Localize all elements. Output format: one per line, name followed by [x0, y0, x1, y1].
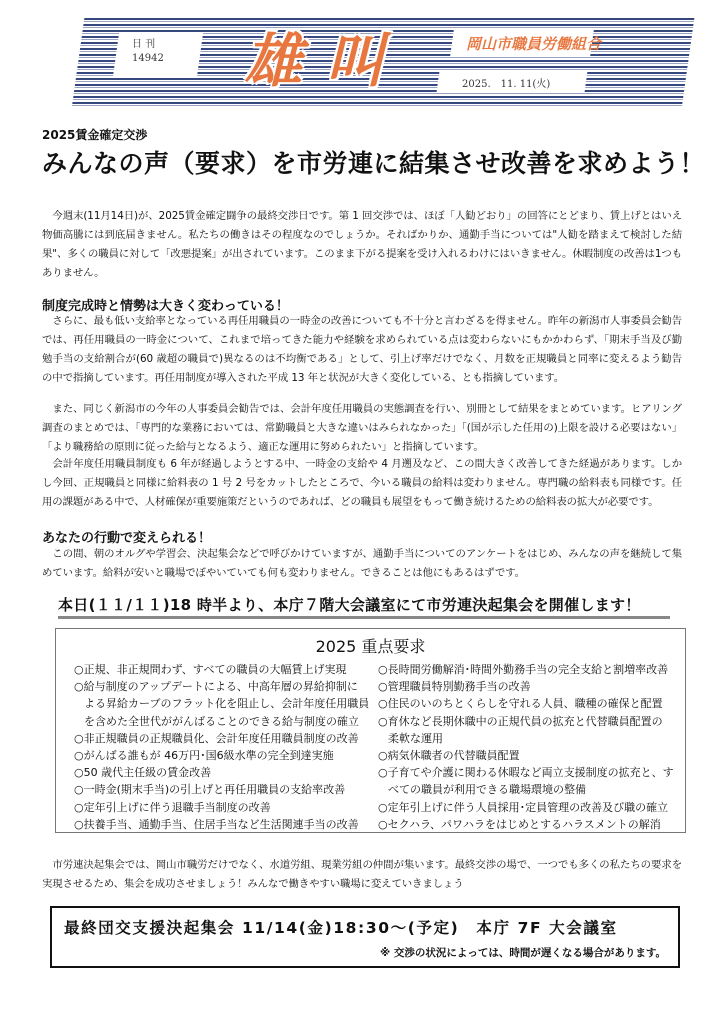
- paragraph-salary-table: 会計年度任用職員制度も 6 年が経過しようとする中、一時金の支給や 4 月遡及など、この間大きく改善してきた経過があります。しかし今回、正規職員と同様に給料表の 1 号 2 号をカットしたところで、今いる職員の給料は変わりません。専門職の給料表も同様です。任用の課題がある中で、人材確保が重要施策だというのであれば、どの職員も展望をもって働き続けるための給料表の拡大が必要です。: [42, 458, 682, 508]
- paragraph-reappointed: さらに、最も低い支給率となっている再任用職員の一時金の改善についても不十分と言わざるを得ません。昨年の新潟市人事委員会勧告では、再任用職員の一時金について、これまで培ってきた能力や経験を求められている点は変わらないにもかかわらず、「期末手当及び勤勉手当の支給割合が(60 歳超の職員で)異なるのは不均衡である」として、引上げ率だけでなく、月数を正規職員と同率に変えるよう勧告の中で指摘しています。再任用制度が導入された平成 13 年と状況が大きく変化している、とも指摘しています。: [42, 315, 682, 384]
- demands-box: [55, 628, 686, 833]
- demand-item: ○50 歳代主任級の賃金改善: [74, 766, 212, 780]
- demands-left-column: [74, 661, 370, 833]
- newsletter-title: 雄叫: [244, 27, 409, 95]
- organization-name: 岡山市職員労働組合: [466, 35, 602, 53]
- section-heading-action: あなたの行動で変えられる！: [42, 531, 212, 546]
- paragraph-action: この間、朝のオルグや学習会、決起集会などで呼びかけていますが、通勤手当についてのアンケートをはじめ、みんなの声を継続して集めています。給料が安いと職場でぼやいていても何も変わりません。できることは他にもあるはずです。: [42, 548, 682, 579]
- masthead: [54, 18, 694, 106]
- paragraph-fiscal-year-staff: また、同じく新潟市の今年の人事委員会勧告では、会計年度任用職員の実態調査を行い、別冊として結果をまとめています。ヒアリング調査のまとめでは、「専門的な業務においては、常勤職員と大きな違いはみられなかった」「(国が示した任用の)上限を設ける必要はない」「より職務給の原則に従った給与となるよう、適正な運用に努められたい」と指摘しています。: [42, 403, 682, 453]
- demand-item: ○一時金(期末手当)の引上げと再任用職員の支給率改善: [74, 783, 346, 797]
- demand-item: ○子育てや介護に関わる休暇など両立支援制度の拡充と、す: [378, 766, 674, 780]
- demand-item: ○定年引上げに伴う人員採用･定員管理の改善及び職の確立: [378, 800, 669, 814]
- demand-item-continued: べての職員が利用できる職場環境の整備: [388, 783, 586, 797]
- demand-item: ○扶養手当、通勤手当、住居手当など生活関連手当の改善: [74, 817, 359, 831]
- paragraph-closing: 市労連決起集会では、岡山市職労だけでなく、水道労組、現業労組の仲間が集います。最終交渉の場で、一つでも多くの私たちの要求を実現させるため、集会を成功させましょう！みんなで働きやすい職場に変えていきましょう: [42, 859, 682, 890]
- demand-item-continued: 柔軟な運用: [388, 731, 443, 745]
- rally-announcement: 本日(１１/１１)18 時半より、本庁７階大会議室にて市労連決起集会を開催します！: [58, 594, 670, 619]
- demand-item-continued: を含めた全世代ががんばることのできる給与制度の確立: [84, 714, 359, 728]
- final-rally-note: ※ 交渉の状況によっては、時間が遅くなる場合があります。: [379, 947, 666, 959]
- demand-item: ○病気休職者の代替職員配置: [378, 749, 520, 763]
- issue-label: 日 刊: [132, 39, 156, 50]
- final-rally-box: [50, 906, 680, 968]
- demand-item: ○育休など長期休職中の正規代員の拡充と代替職員配置の: [378, 714, 663, 728]
- demand-item-continued: よる昇給カーブのフラット化を阻止し、会計年度任用職員: [84, 697, 370, 711]
- paragraph-intro: 今週末(11月14日)が、2025賃金確定闘争の最終交渉日です。第 1 回交渉では、ほぼ「人勧どおり」の回答にとどまり、賃上げとはいえ物価高騰には到底届きません。私たちの働きはその程度なのでしょうか。そればかりか、通勤手当については"人勧を踏まえて検討した結果"、多くの職員に対して「改悪提案」が出されています。このまま下がる提案を受け入れるわけにはいきません。休暇制度の改善は1つもありません。: [42, 210, 682, 279]
- section-heading-situation: 制度完成時と情勢は大きく変わっている！: [42, 299, 289, 314]
- headline: みんなの声（要求）を市労連に結集させ改善を求めよう！: [42, 149, 706, 178]
- issue-number: 14942: [132, 53, 164, 64]
- issue-info: [132, 38, 164, 66]
- demand-item: ○がんばる誰もが 46万円･国6級水準の完全到達実施: [74, 749, 334, 763]
- demand-item: ○非正規職員の正規職員化、会計年度任用職員制度の改善: [74, 731, 359, 745]
- issue-date: 2025. 11. 11(火): [462, 79, 551, 90]
- demands-right-column: [378, 661, 678, 833]
- demands-title: 2025 重点要求: [315, 637, 426, 656]
- demand-item: ○長時間労働解消･時間外勤務手当の完全支給と割増率改善: [378, 663, 669, 676]
- demand-item: ○定年引上げに伴う退職手当制度の改善: [74, 800, 271, 814]
- demand-item: ○住民のいのちとくらしを守れる人員、職種の確保と配置: [378, 697, 663, 711]
- demand-item: ○給与制度のアップデートによる、中高年層の昇給抑制に: [74, 680, 358, 694]
- final-rally-details: 最終団交支援決起集会 11/14(金)18:30～(予定) 本庁 7F 大会議室: [64, 919, 618, 937]
- kicker: 2025賃金確定交渉: [42, 128, 148, 142]
- demand-item: ○正規、非正規問わず、すべての職員の大幅賃上げ実現: [74, 663, 347, 676]
- demand-item: ○管理職員特別勤務手当の改善: [378, 680, 531, 694]
- demand-item: ○セクハラ、パワハラをはじめとするハラスメントの解消: [378, 817, 661, 831]
